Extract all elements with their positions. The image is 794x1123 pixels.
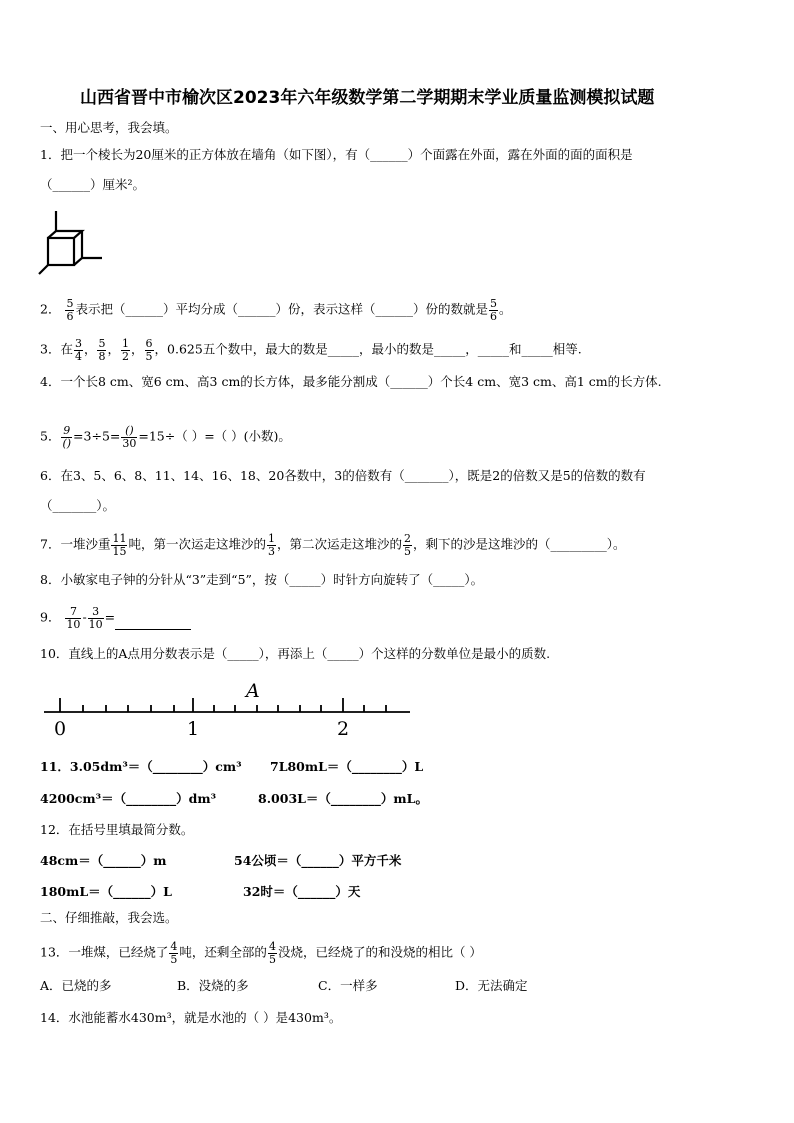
question-text: 把一个棱长为20厘米的正方体放在墙角（如下图），有（______）个面露在外面，露在外面的面的面积是 [60,147,633,162]
question-number: 13． [40,944,69,960]
question-4 [40,376,662,389]
question-1-line-2: （______）厘米²。 [40,177,146,192]
tick-label-1: 1 [187,718,200,740]
cube-in-corner-figure [36,208,106,278]
fraction: $\frac{7}{10}$ [66,605,81,631]
answer-blank[interactable] [115,618,191,630]
question-number: 6． [40,468,61,483]
question-10 [40,648,550,661]
fraction: $\frac{3}{4}$ [74,337,82,363]
section-heading-choice: 二、仔细推敲，我会选。 [40,910,178,925]
question-11-b: 7L80mL＝（________）L [270,759,424,774]
question-number: 10． [40,646,69,661]
fraction-with-blank: $\frac{9}{()}$ [62,424,72,450]
question-11-d: 8.003L＝（________）mL。 [258,791,428,806]
question-6-line-2: （_______）。 [40,498,116,513]
question-12-c: 180mL＝（______）L [40,884,172,899]
question-12-a: 48cm＝（______）m [40,853,167,868]
question-5: 5． $\frac{9}{()}$ =3÷5= $\frac{()}{30}$ =15÷（ ）=（ ）(小数)。 [40,424,291,450]
tick-label-2: 2 [337,718,350,740]
question-14 [40,1012,341,1025]
question-12-d: 32时＝（______）天 [243,884,361,899]
section-heading-fill: 一、用心思考，我会填。 [40,120,178,135]
option-b[interactable]: B．没烧的多 [177,978,249,993]
question-text: 在括号里填最简分数。 [68,822,194,837]
fraction: $\frac{5}{8}$ [98,337,106,363]
question-number: 3． [40,341,61,357]
question-12-b: 54公顷＝（______）平方千米 [234,853,402,868]
question-text: 一个长8 cm、宽6 cm、高3 cm的长方体，最多能分割成（______）个长4 cm、宽3 cm、高1 cm的长方体. [60,374,662,389]
question-number: 1． [40,147,61,162]
option-a[interactable]: A．已烧的多 [40,978,112,993]
question-text: 水池能蓄水430m³，就是水池的（ ）是430m³。 [68,1010,342,1025]
fraction: $\frac{1}{2}$ [122,337,129,363]
fraction: $\frac{6}{5}$ [145,337,153,363]
fraction-with-blank: $\frac{()}{30}$ [122,424,137,450]
option-c[interactable]: C．一样多 [318,978,378,993]
question-text: 小敏家电子钟的分针从“3”走到“5”，按（_____）时针方向旋转了（_____）。 [60,572,484,587]
question-6 [40,470,646,483]
question-number: 12． [40,822,69,837]
number-line-figure [40,678,415,740]
question-number: 4． [40,374,61,389]
fraction: $\frac{4}{5}$ [170,940,178,966]
fraction: $\frac{4}{5}$ [268,940,276,966]
page-title: 山西省晋中市榆次区2023年六年级数学第二学期期末学业质量监测模拟试题 [80,88,655,108]
question-1 [40,149,633,162]
fraction: $\frac{5}{6}$ [66,297,74,323]
fraction: $\frac{1}{3}$ [267,532,275,558]
fraction: $\frac{2}{5}$ [404,532,411,558]
question-text: 表示把（______）平均分成（______）份，表示这样（______）份的数就是 [75,301,488,317]
question-number: 9． [40,609,61,625]
question-8 [40,574,483,587]
question-number: 2． [40,301,61,317]
question-11: 11．3.05dm³＝（________）cm³ [40,759,242,774]
fraction: $\frac{5}{6}$ [489,297,497,323]
question-11-c: 4200cm³＝（________）dm³ [40,791,217,806]
question-number: 11． [40,759,70,774]
fraction: $\frac{3}{10}$ [88,605,103,631]
question-text: ，0.625五个数中，最大的数是_____，最小的数是_____，_____和_____相等. [154,341,582,357]
question-number: 7． [40,536,61,552]
question-text: 直线上的A点用分数表示是（_____），再添上（_____）个这样的分数单位是最小的质数. [68,646,551,661]
question-7: 7．一堆沙重 $\frac{11}{15}$ 吨，第一次运走这堆沙的 $\frac{1}{3}$ ，第二次运走这堆沙的 $\frac{2}{5}$ ，剩下的沙是这堆沙的（_________）。 [40,532,626,558]
question-number: 8． [40,572,61,587]
tick-label-0: 0 [54,718,67,740]
question-3: 3．在 $\frac{3}{4}$ ， $\frac{5}{8}$ ， $\frac{1}{2}$ ， $\frac{6}{5}$ ，0.625五个数中，最大的数是_____，最小的数是_____，_____和_____相等. [40,337,582,363]
question-13: 13．一堆煤，已经烧了 $\frac{4}{5}$ 吨，还剩全部的 $\frac{4}{5}$ 没烧，已经烧了的和没烧的相比（ ） [40,940,482,966]
point-a-label: A [246,680,260,702]
fraction: $\frac{11}{15}$ [112,532,127,558]
question-2: 2． $\frac{5}{6}$ 表示把（______）平均分成（______）份，表示这样（______）份的数就是 $\frac{5}{6}$ 。 [40,297,512,323]
question-9: 9． $\frac{7}{10}$ - $\frac{3}{10}$ = [40,606,191,630]
option-d[interactable]: D．无法确定 [455,978,528,993]
question-12 [40,824,193,837]
question-number: 5． [40,428,61,444]
question-text: 在3、5、6、8、11、14、16、18、20各数中，3的倍数有（_______），既是2的倍数又是5的倍数的数有 [60,468,646,483]
question-number: 14． [40,1010,69,1025]
